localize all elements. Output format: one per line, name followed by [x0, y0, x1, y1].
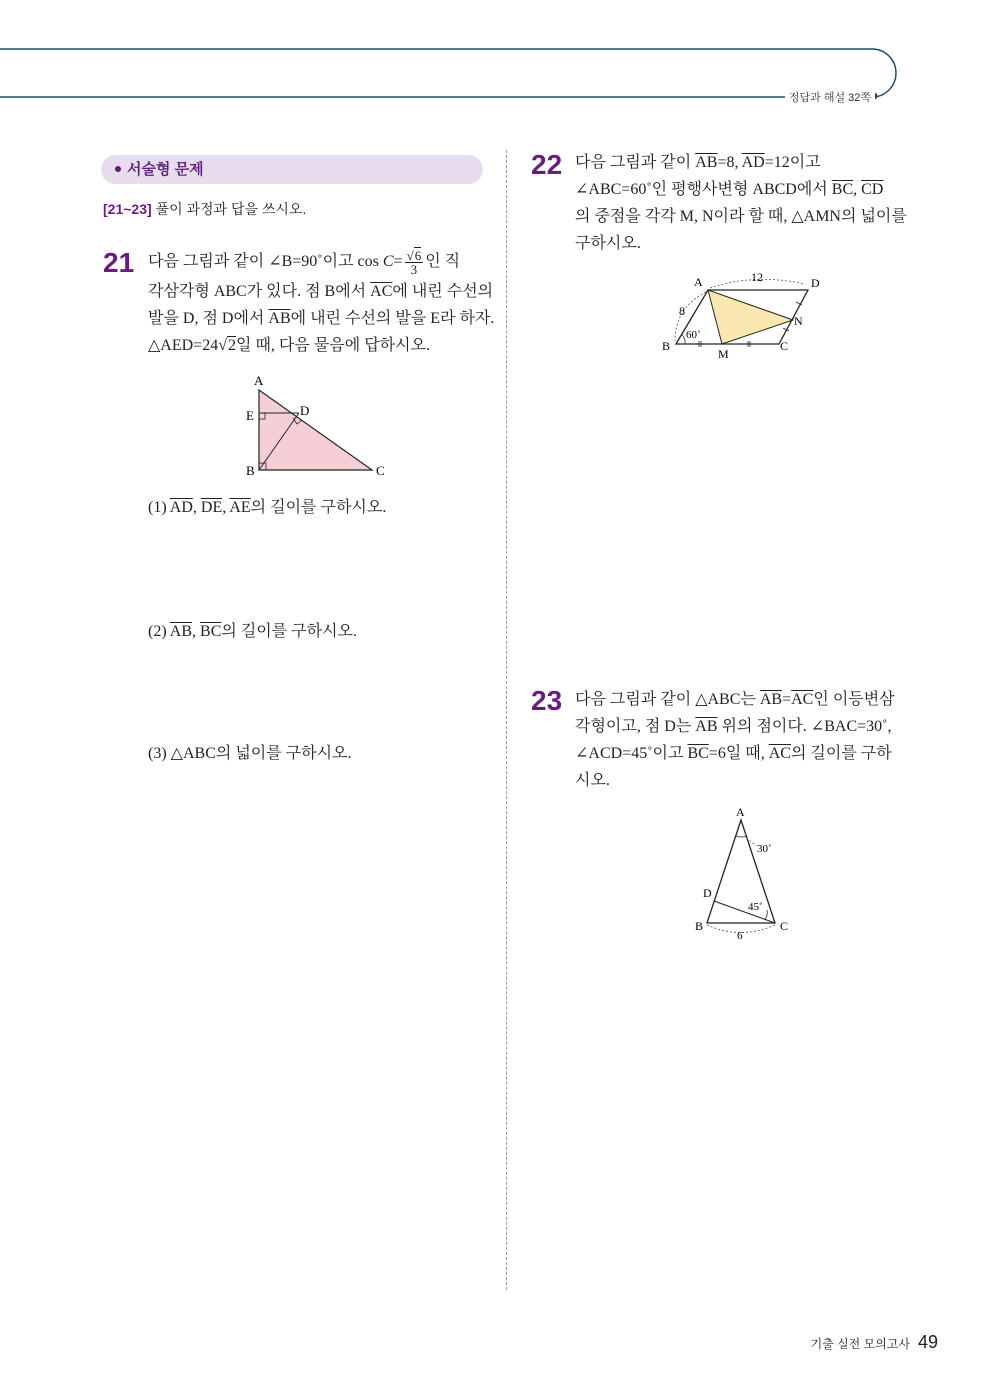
question-22-figure [655, 268, 835, 368]
question-21-text: 다음 그림과 같이 ∠B=90˚이고 cos C= $\frac{√6}{3}$ 인 직 각삼각형 ABC가 있다. 점 B에서 $\overline{AC}$에 내린 수선의 발을 D, 점 D에서 $\overline{AB}$에 내린 수선의 발을 E라 하자. △AED=24√2일 때, 다음 물음에 답하시오. [148, 247, 495, 354]
question-23-text: 다음 그림과 같이 △ABC는 $\overline{AB}=\overline{AC}$인 이등변삼 각형이고, 점 D는 $\overline{AB}$ 위의 점이다. ∠BAC=30˚, ∠ACD=45˚이고 $\overline{BC}=6$일 때, $\overline{AC}$의 길이를 구하 시오. [575, 691, 895, 789]
section-title: 서술형 문제 [127, 161, 204, 178]
question-22-number: 22 [531, 149, 563, 180]
label-bc: 6 [737, 930, 743, 942]
label-ab: 8 [679, 304, 685, 318]
instruction-range: [21~23] [103, 201, 152, 217]
question-21-figure [235, 370, 405, 485]
question-21-number: 21 [103, 247, 135, 278]
question-21-sub1: (1) $\overline{AD}$, $\overline{DE}$, $\overline{AE}$의 길이를 구하시오. [148, 499, 387, 516]
fraction-sqrt6-over-3: $\frac{√6}{3}$ [406, 247, 422, 277]
instruction-text: 풀이 과정과 답을 쓰시오. [155, 201, 307, 217]
label-A: A [254, 373, 264, 388]
footer [811, 1332, 938, 1353]
label-N: N [794, 314, 803, 328]
label-B: B [662, 339, 671, 353]
label-ad: 12 [751, 270, 763, 284]
label-C: C [376, 463, 385, 478]
label-D: D [811, 276, 820, 290]
label-D: D [703, 886, 712, 900]
question-23-figure [690, 800, 810, 945]
label-angle-c: 45˚ [748, 901, 763, 913]
answer-reference: 정답과 해설 32쪽 [785, 89, 875, 105]
column-divider [506, 150, 507, 1290]
label-angle-a: 30˚ [757, 843, 772, 855]
bullet-icon [115, 166, 121, 172]
instruction [103, 199, 306, 219]
page-number: 49 [917, 1332, 938, 1352]
label-A: A [694, 275, 703, 289]
label-E: E [246, 408, 254, 423]
question-22-text: 다음 그림과 같이 $\overline{AB}=8$, $\overline{AD}=12$이고 ∠ABC=60˚인 평행사변형 ABCD에서 $\overline{BC}$, $\overline{CD}$ 의 중점을 각각 M, N이라 할 때, △AMN의 넓이를 구하시오. [575, 154, 907, 252]
question-21-sub2: (2) $\overline{AB}$, $\overline{BC}$의 길이를 구하시오. [148, 623, 358, 640]
label-angle: 60˚ [686, 329, 701, 341]
label-B: B [246, 463, 255, 478]
question-21-sub3: (3) △ABC의 넓이를 구하시오. [148, 745, 352, 762]
footer-title: 기출 실전 모의고사 [810, 1337, 910, 1351]
label-D: D [300, 403, 310, 418]
label-C: C [780, 339, 789, 353]
label-B: B [695, 919, 704, 933]
label-A: A [736, 805, 745, 819]
label-M: M [718, 347, 729, 361]
section-title-pill [101, 155, 483, 184]
question-23-number: 23 [531, 685, 563, 716]
label-C: C [780, 919, 789, 933]
